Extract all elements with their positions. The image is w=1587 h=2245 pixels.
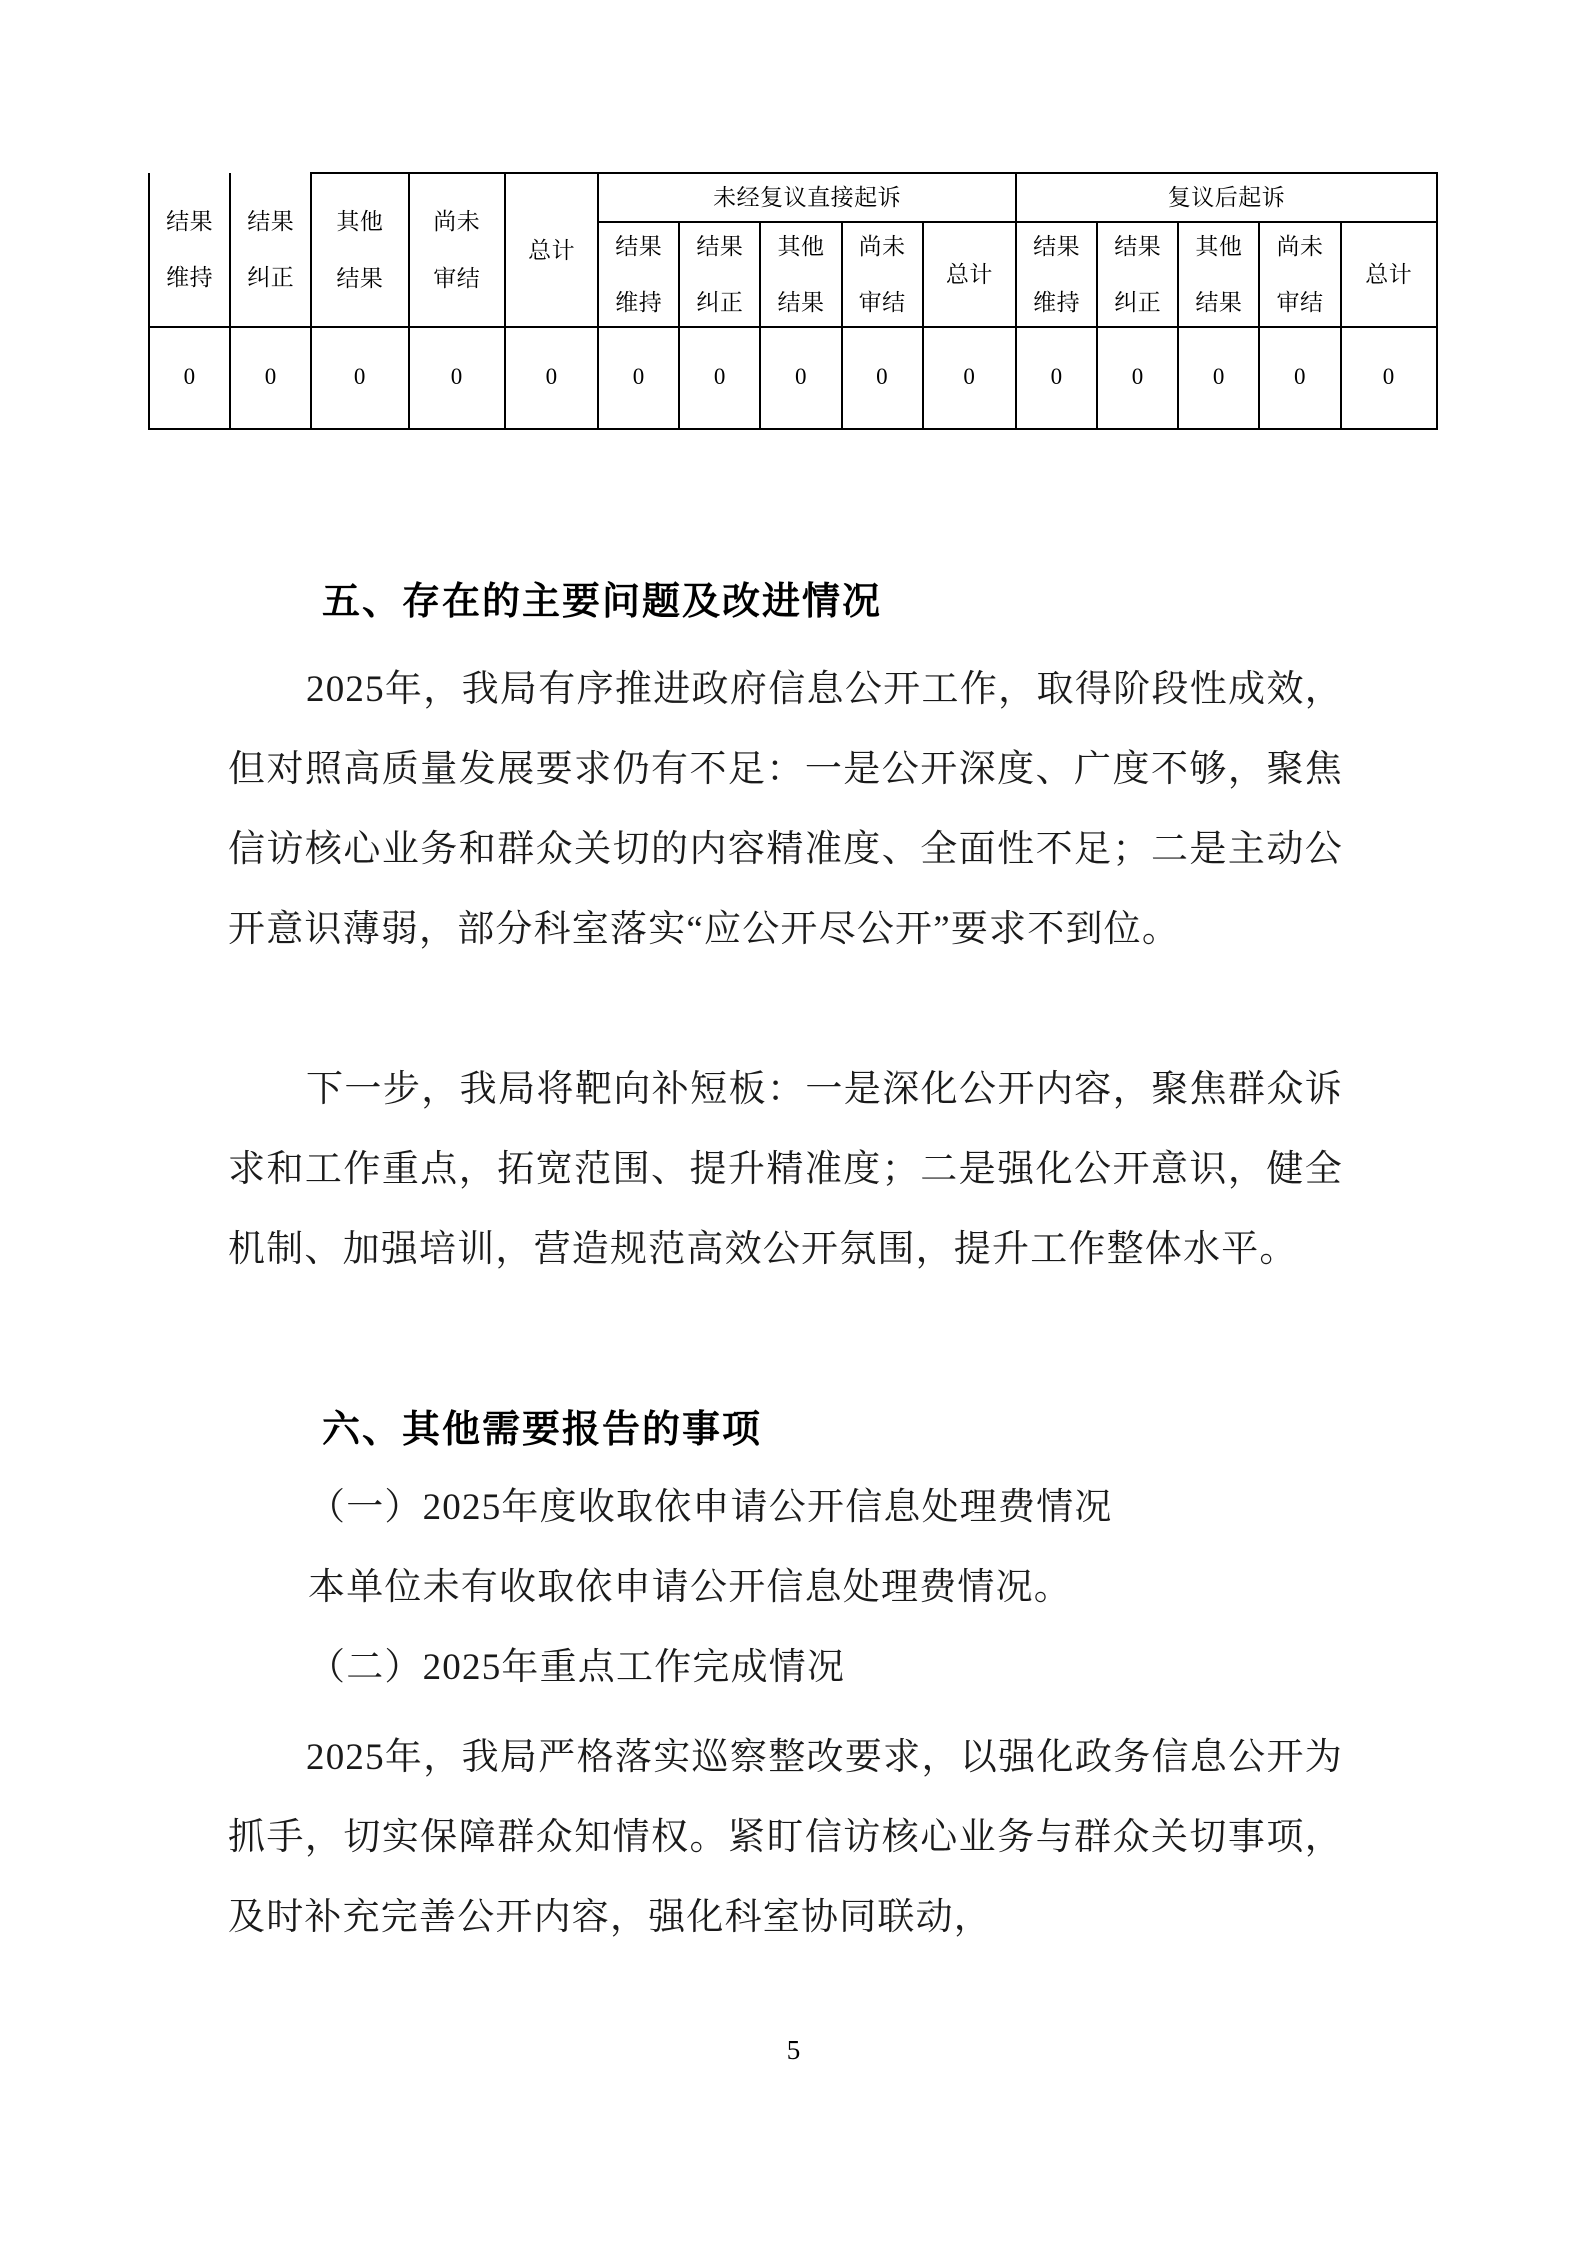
- header-cell-direct-total: [923, 222, 1016, 327]
- section-five-heading: 五、存在的主要问题及改进情况: [322, 579, 883, 623]
- cell-value: 0: [311, 327, 408, 429]
- header-cell-result-correct-prev: [230, 173, 311, 327]
- header-cell-direct-other-result: [760, 222, 841, 327]
- header-cell-result-uphold-prev: [149, 173, 230, 327]
- header-line1: 尚未: [858, 232, 906, 259]
- section-six-sub2-title: （二）2025年重点工作完成情况: [308, 1647, 846, 1688]
- header-cell-review-total: [1341, 222, 1437, 327]
- section-six-sub1-title: （一）2025年度收取依申请公开信息处理费情况: [308, 1487, 1113, 1528]
- section-five-paragraph-1: 2025年，我局有序推进政府信息公开工作，取得阶段性成效，但对照高质量发展要求仍有不足：一是公开深度、广度不够，聚焦信访核心业务和群众关切的内容精准度、全面性不足；二是主动公开意识薄弱，部分科室落实“应公开尽公开”要求不到位。: [228, 669, 1343, 950]
- cell-value: 0: [923, 327, 1016, 429]
- header-line1: 结果: [247, 207, 295, 234]
- header-cell-review-not-concluded: [1259, 222, 1340, 327]
- section-six-sub1-body: 本单位未有收取依申请公开信息处理费情况。: [308, 1567, 1072, 1608]
- cell-value: 0: [505, 327, 598, 429]
- administrative-litigation-table-wrap: [148, 172, 1438, 430]
- group-header-direct-litigation: 未经复议直接起诉: [598, 173, 1016, 222]
- header-line1: 结果: [1114, 232, 1162, 259]
- header-cell-not-concluded-prev: [409, 173, 505, 327]
- header-cell-other-result-prev: [311, 173, 408, 327]
- header-line1: 总计: [1365, 260, 1413, 287]
- page-number: 5: [786, 2035, 801, 2065]
- cell-value: 0: [598, 327, 679, 429]
- header-cell-total-prev: [505, 173, 598, 327]
- cell-value: 0: [230, 327, 311, 429]
- group-header-post-review-litigation: 复议后起诉: [1016, 173, 1437, 222]
- cell-value: 0: [1016, 327, 1097, 429]
- cell-value: 0: [1178, 327, 1259, 429]
- table-row: [149, 327, 1437, 429]
- header-cell-direct-result-uphold: [598, 222, 679, 327]
- cell-value: 0: [1341, 327, 1437, 429]
- header-line1: 其他: [777, 232, 825, 259]
- header-line2: 结果: [1195, 289, 1243, 316]
- cell-value: 0: [842, 327, 923, 429]
- header-line1: 结果: [615, 232, 663, 259]
- cell-value: 0: [760, 327, 841, 429]
- header-line2: 纠正: [696, 289, 744, 316]
- cell-value: 0: [1097, 327, 1178, 429]
- cell-value: 0: [679, 327, 760, 429]
- table-group-header-row: [149, 173, 1437, 222]
- cell-value: 0: [149, 327, 230, 429]
- section-five-paragraph-2: 下一步，我局将靶向补短板：一是深化公开内容，聚焦群众诉求和工作重点，拓宽范围、提升精准度；二是强化公开意识，健全机制、加强培训，营造规范高效公开氛围，提升工作整体水平。: [228, 1069, 1343, 1270]
- header-cell-review-result-correct: [1097, 222, 1178, 327]
- header-line1: 其他: [336, 208, 384, 235]
- section-six-heading: 六、其他需要报告的事项: [322, 1407, 763, 1451]
- header-line2: 纠正: [247, 264, 295, 291]
- header-line1: 总计: [945, 260, 993, 287]
- header-line2: 审结: [433, 264, 481, 291]
- cell-value: 0: [409, 327, 505, 429]
- header-line2: 维持: [166, 264, 214, 291]
- header-line2: 纠正: [1114, 289, 1162, 316]
- header-line1: 结果: [696, 232, 744, 259]
- header-line1: 结果: [1033, 232, 1081, 259]
- header-cell-direct-not-concluded: [842, 222, 923, 327]
- header-line2: 审结: [1276, 289, 1324, 316]
- header-line1: 尚未: [1276, 232, 1324, 259]
- header-cell-review-other-result: [1178, 222, 1259, 327]
- header-line2: 维持: [1033, 289, 1081, 316]
- header-line2: 结果: [336, 264, 384, 291]
- header-line2: 结果: [777, 289, 825, 316]
- header-line1: 其他: [1195, 232, 1243, 259]
- header-line2: 审结: [858, 289, 906, 316]
- header-cell-review-result-uphold: [1016, 222, 1097, 327]
- header-line1: 结果: [166, 207, 214, 234]
- header-cell-direct-result-correct: [679, 222, 760, 327]
- header-line1: 总计: [528, 236, 576, 263]
- section-six-sub2-body: 2025年，我局严格落实巡察整改要求，以强化政务信息公开为抓手，切实保障群众知情权。紧盯信访核心业务与群众关切事项，及时补充完善公开内容，强化科室协同联动，: [228, 1737, 1343, 1938]
- header-line1: 尚未: [433, 208, 481, 235]
- administrative-litigation-table: [148, 172, 1438, 430]
- header-line2: 维持: [615, 289, 663, 316]
- cell-value: 0: [1259, 327, 1340, 429]
